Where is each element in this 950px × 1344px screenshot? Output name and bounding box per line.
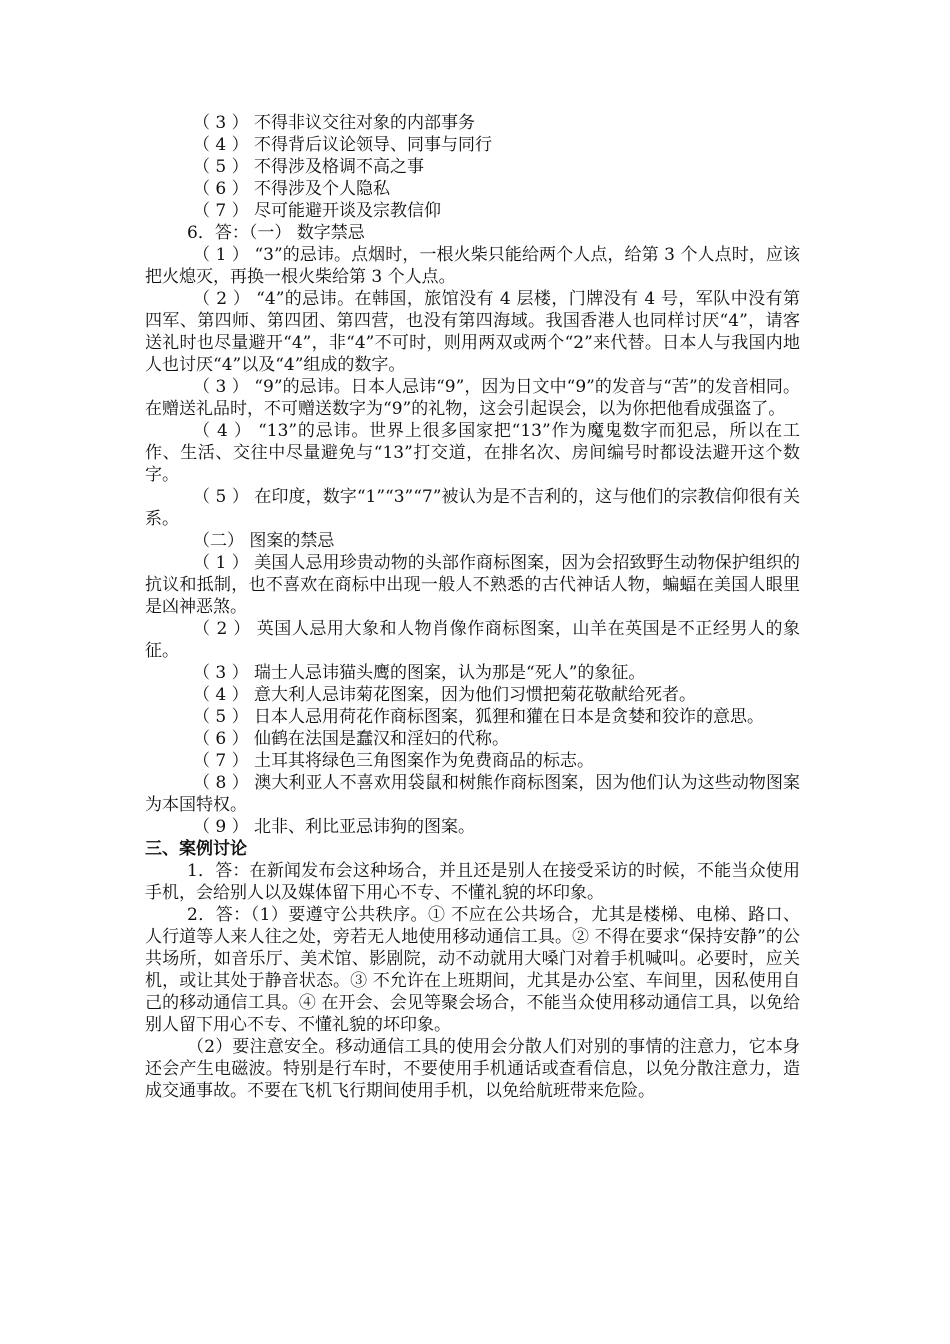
paragraph: （ 3 ） 瑞士人忌讳猫头鹰的图案，认为那是“死人”的象征。 — [193, 663, 646, 683]
paragraph: （ 1 ） “3”的忌讳。点烟时，一根火柴只能给两个人点，给第 3 个人点时，应该把火熄灭，再换一根火柴给第 3 个人点。 — [145, 245, 800, 287]
list-item: （ 4 ） 不得背后议论领导、同事与同行 — [193, 135, 493, 155]
paragraph: （ 5 ） 在印度，数字“1”“3”“7”被认为是不吉利的，这与他们的宗教信仰很有关系。 — [145, 487, 800, 529]
paragraph: （ 2 ） 英国人忌用大象和人物肖像作商标图案，山羊在英国是不正经男人的象征。 — [145, 619, 800, 661]
paragraph: （ 4 ） “13”的忌讳。世界上很多国家把“13”作为魔鬼数字而犯忌，所以在工作、生活、交往中尽量避免与“13”打交道，在排名次、房间编号时都设法避开这个数字。 — [145, 421, 800, 485]
list-item: （ 7 ） 尽可能避开谈及宗教信仰 — [193, 201, 442, 221]
paragraph: （2）要注意安全。移动通信工具的使用会分散人们对别的事情的注意力，它本身还会产生电磁波。特别是行车时，不要使用手机通话或查看信息，以免分散注意力，造成交通事故。不要在飞机飞行期间使用手机，以免给航班带来危险。 — [145, 1037, 800, 1101]
paragraph: （ 4 ） 意大利人忌讳菊花图案，因为他们习惯把菊花敬献给死者。 — [193, 685, 697, 705]
paragraph: （ 7 ） 土耳其将绿色三角图案作为免费商品的标志。 — [193, 751, 595, 771]
pattern-taboo-heading: （二） 图案的禁忌 — [193, 531, 335, 551]
answer-6-heading: 6．答：（一） 数字禁忌 — [187, 223, 365, 243]
paragraph: （ 8 ） 澳大利亚人不喜欢用袋鼠和树熊作商标图案，因为他们认为这些动物图案为本国特权。 — [145, 773, 800, 815]
paragraph: 1．答：在新闻发布会这种场合，并且还是别人在接受采访的时候，不能当众使用手机，会给别人以及媒体留下用心不专、不懂礼貌的坏印象。 — [145, 861, 800, 903]
paragraph: 2．答：（1）要遵守公共秩序。① 不应在公共场合，尤其是楼梯、电梯、路口、人行道等人来人往之处，旁若无人地使用移动通信工具。② 不得在要求“保持安静”的公共场所，如音乐厅、美术馆、影剧院，动不动就用大嗓门对着手机喊叫。必要时，应关机，或让其处于静音状态。③ 不允许在上班期间，尤其是办公室、车间里，因私使用自己的移动通信工具。④ 在开会、会见等聚会场合，不能当众使用移动通信工具，以免给别人留下用心不专、不懂礼貌的坏印象。 — [145, 905, 800, 1035]
paragraph: （ 3 ） “9”的忌讳。日本人忌讳“9”，因为日文中“9”的发音与“苦”的发音相同。在赠送礼品时，不可赠送数字为“9”的礼物，这会引起误会，以为你把他看成强盗了。 — [145, 377, 800, 419]
list-item: （ 6 ） 不得涉及个人隐私 — [193, 179, 391, 199]
paragraph: （ 1 ） 美国人忌用珍贵动物的头部作商标图案，因为会招致野生动物保护组织的抗议和抵制，也不喜欢在商标中出现一般人不熟悉的古代神话人物，蝙蝠在美国人眼里是凶神恶煞。 — [145, 553, 800, 617]
paragraph: （ 9 ） 北非、利比亚忌讳狗的图案。 — [193, 817, 476, 837]
paragraph: （ 6 ） 仙鹤在法国是蠢汉和淫妇的代称。 — [193, 729, 510, 749]
paragraph: （ 5 ） 日本人忌用荷花作商标图案，狐狸和獾在日本是贪婪和狡诈的意思。 — [193, 707, 765, 727]
paragraph: （ 2 ） “4”的忌讳。在韩国，旅馆没有 4 层楼，门牌没有 4 号，军队中没有第四军、第四师、第四团、第四营，也没有第四海域。我国香港人也同样讨厌“4”，请客送礼时也尽量避开“4”，非“4”不可时，则用两双或两个“2”来代替。日本人与我国内地人也讨厌“4”以及“4”组成的数字。 — [145, 289, 800, 375]
list-item: （ 3 ） 不得非议交往对象的内部事务 — [193, 113, 476, 133]
list-item: （ 5 ） 不得涉及格调不高之事 — [193, 157, 425, 177]
section-heading: 三、案例讨论 — [145, 839, 247, 859]
